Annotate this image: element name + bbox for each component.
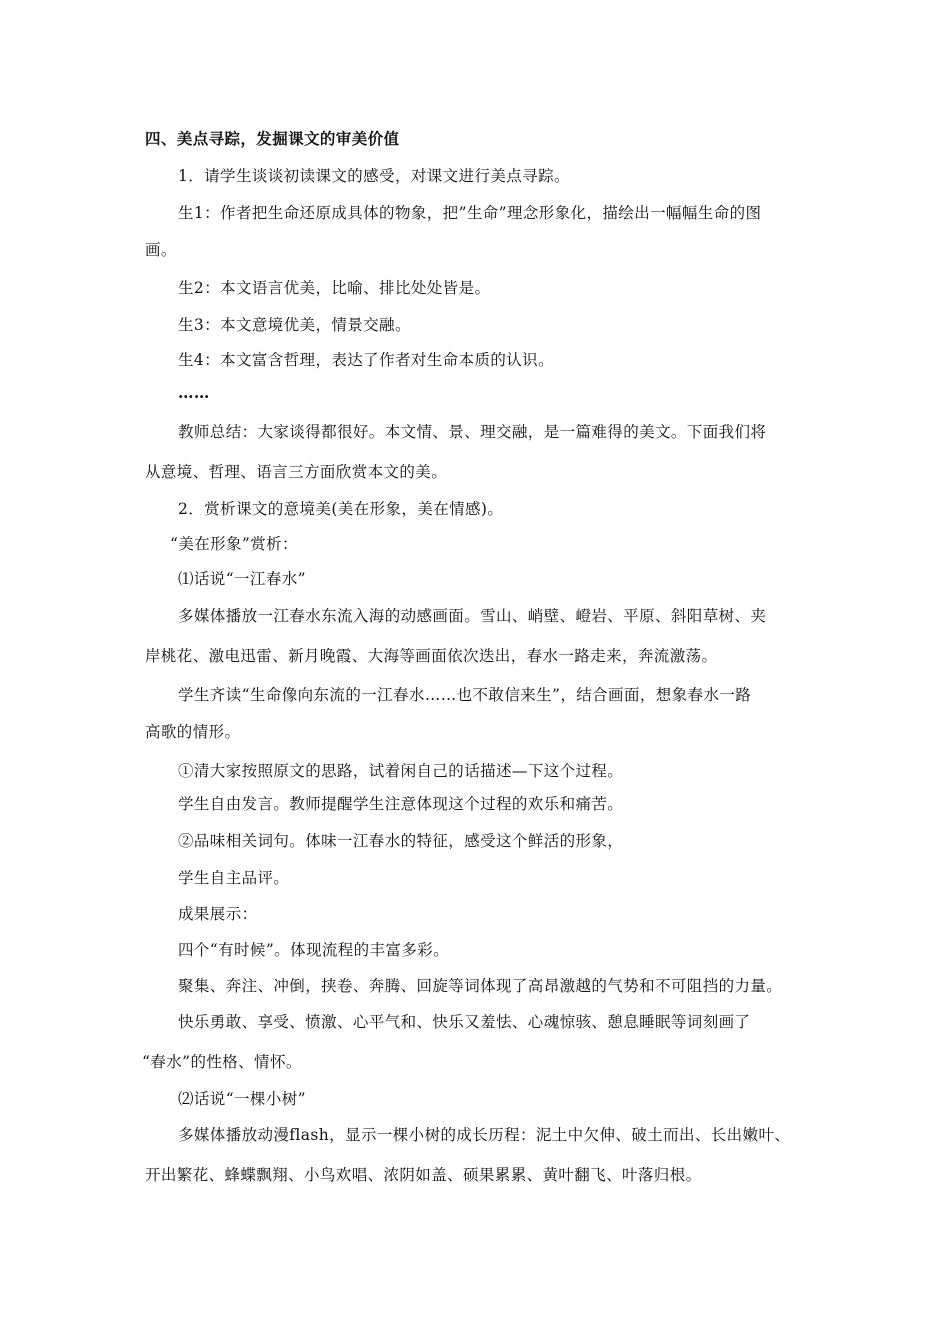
paragraph-line: 快乐勇敢、享受、愤激、心平气和、快乐又羞怯、心魂惊骇、憩息睡眠等词刻画了 xyxy=(178,1013,751,1031)
paragraph-line: 生1：作者把生命还原成具体的物象，把”生命”理念形象化，描绘出一幅幅生命的图 xyxy=(178,204,762,222)
paragraph-line: 多媒体播放动漫flash，显示一棵小树的成长历程：泥土中欠伸、破土而出、长出嫩叶、 xyxy=(178,1126,791,1144)
paragraph-line: 学生齐读“生命像向东流的一江春水……也不敢信来生”，结合画面，想象春水一路 xyxy=(178,686,752,704)
paragraph-line: 学生自由发言。教师提醒学生注意体现这个过程的欢乐和痛苦。 xyxy=(178,795,624,813)
paragraph-line: 生3：本文意境优美，情景交融。 xyxy=(178,316,411,334)
ellipsis-line: …… xyxy=(178,383,210,402)
paragraph-line: ②品味相关词句。体味一江春水的特征，感受这个鲜活的形象， xyxy=(178,832,624,850)
paragraph-line: 聚集、奔注、冲倒，挟卷、奔腾、回旋等词体现了高昂激越的气势和不可阻挡的力量。 xyxy=(178,977,783,995)
paragraph-line: 多媒体播放一江春水东流入海的动感画面。雪山、峭壁、嶝岩、平原、斜阳草树、夹 xyxy=(178,607,767,625)
paragraph-line: 1．请学生谈谈初读课文的感受，对课文进行美点寻踪。 xyxy=(178,167,570,185)
paragraph-line: 四个“有时候”。体现流程的丰富多彩。 xyxy=(178,941,450,959)
subheading-line: ⑵话说“一棵小树” xyxy=(178,1090,306,1108)
paragraph-line: 岸桃花、激电迅雷、新月晚霞、大海等画面依次迭出，春水一路走来，奔流激荡。 xyxy=(145,647,718,665)
paragraph-line: 成果展示： xyxy=(178,905,258,923)
paragraph-line: 高歌的情形。 xyxy=(145,723,241,741)
paragraph-line: 开出繁花、蜂蝶飘翔、小鸟欢唱、浓阴如盖、硕果累累、黄叶翻飞、叶落归根。 xyxy=(145,1166,702,1184)
section-heading: 四、美点寻踪，发掘课文的审美价值 xyxy=(145,129,400,148)
paragraph-line: 学生自主品评。 xyxy=(178,869,290,887)
paragraph-line: 画。 xyxy=(145,241,177,259)
paragraph-line: 生2：本文语言优美，比喻、排比处处皆是。 xyxy=(178,279,491,297)
paragraph-line: 生4：本文富含哲理，表达了作者对生命本质的认识。 xyxy=(178,351,554,369)
subheading-line: ⑴话说“一江春水” xyxy=(178,570,306,588)
paragraph-line: 教师总结：大家谈得都很好。本文情、景、理交融，是一篇难得的美文。下面我们将 xyxy=(178,423,767,441)
paragraph-line: 从意境、哲理、语言三方面欣赏本文的美。 xyxy=(145,463,448,481)
paragraph-line: “美在形象”赏析： xyxy=(170,535,298,553)
paragraph-line: ①清大家按照原文的思路，试着闲自己的话描述—下这个过程。 xyxy=(178,762,624,780)
paragraph-line: 2．赏析课文的意境美(美在形象，美在情感)。 xyxy=(178,500,504,518)
paragraph-line: “春水”的性格、情怀。 xyxy=(142,1053,302,1071)
